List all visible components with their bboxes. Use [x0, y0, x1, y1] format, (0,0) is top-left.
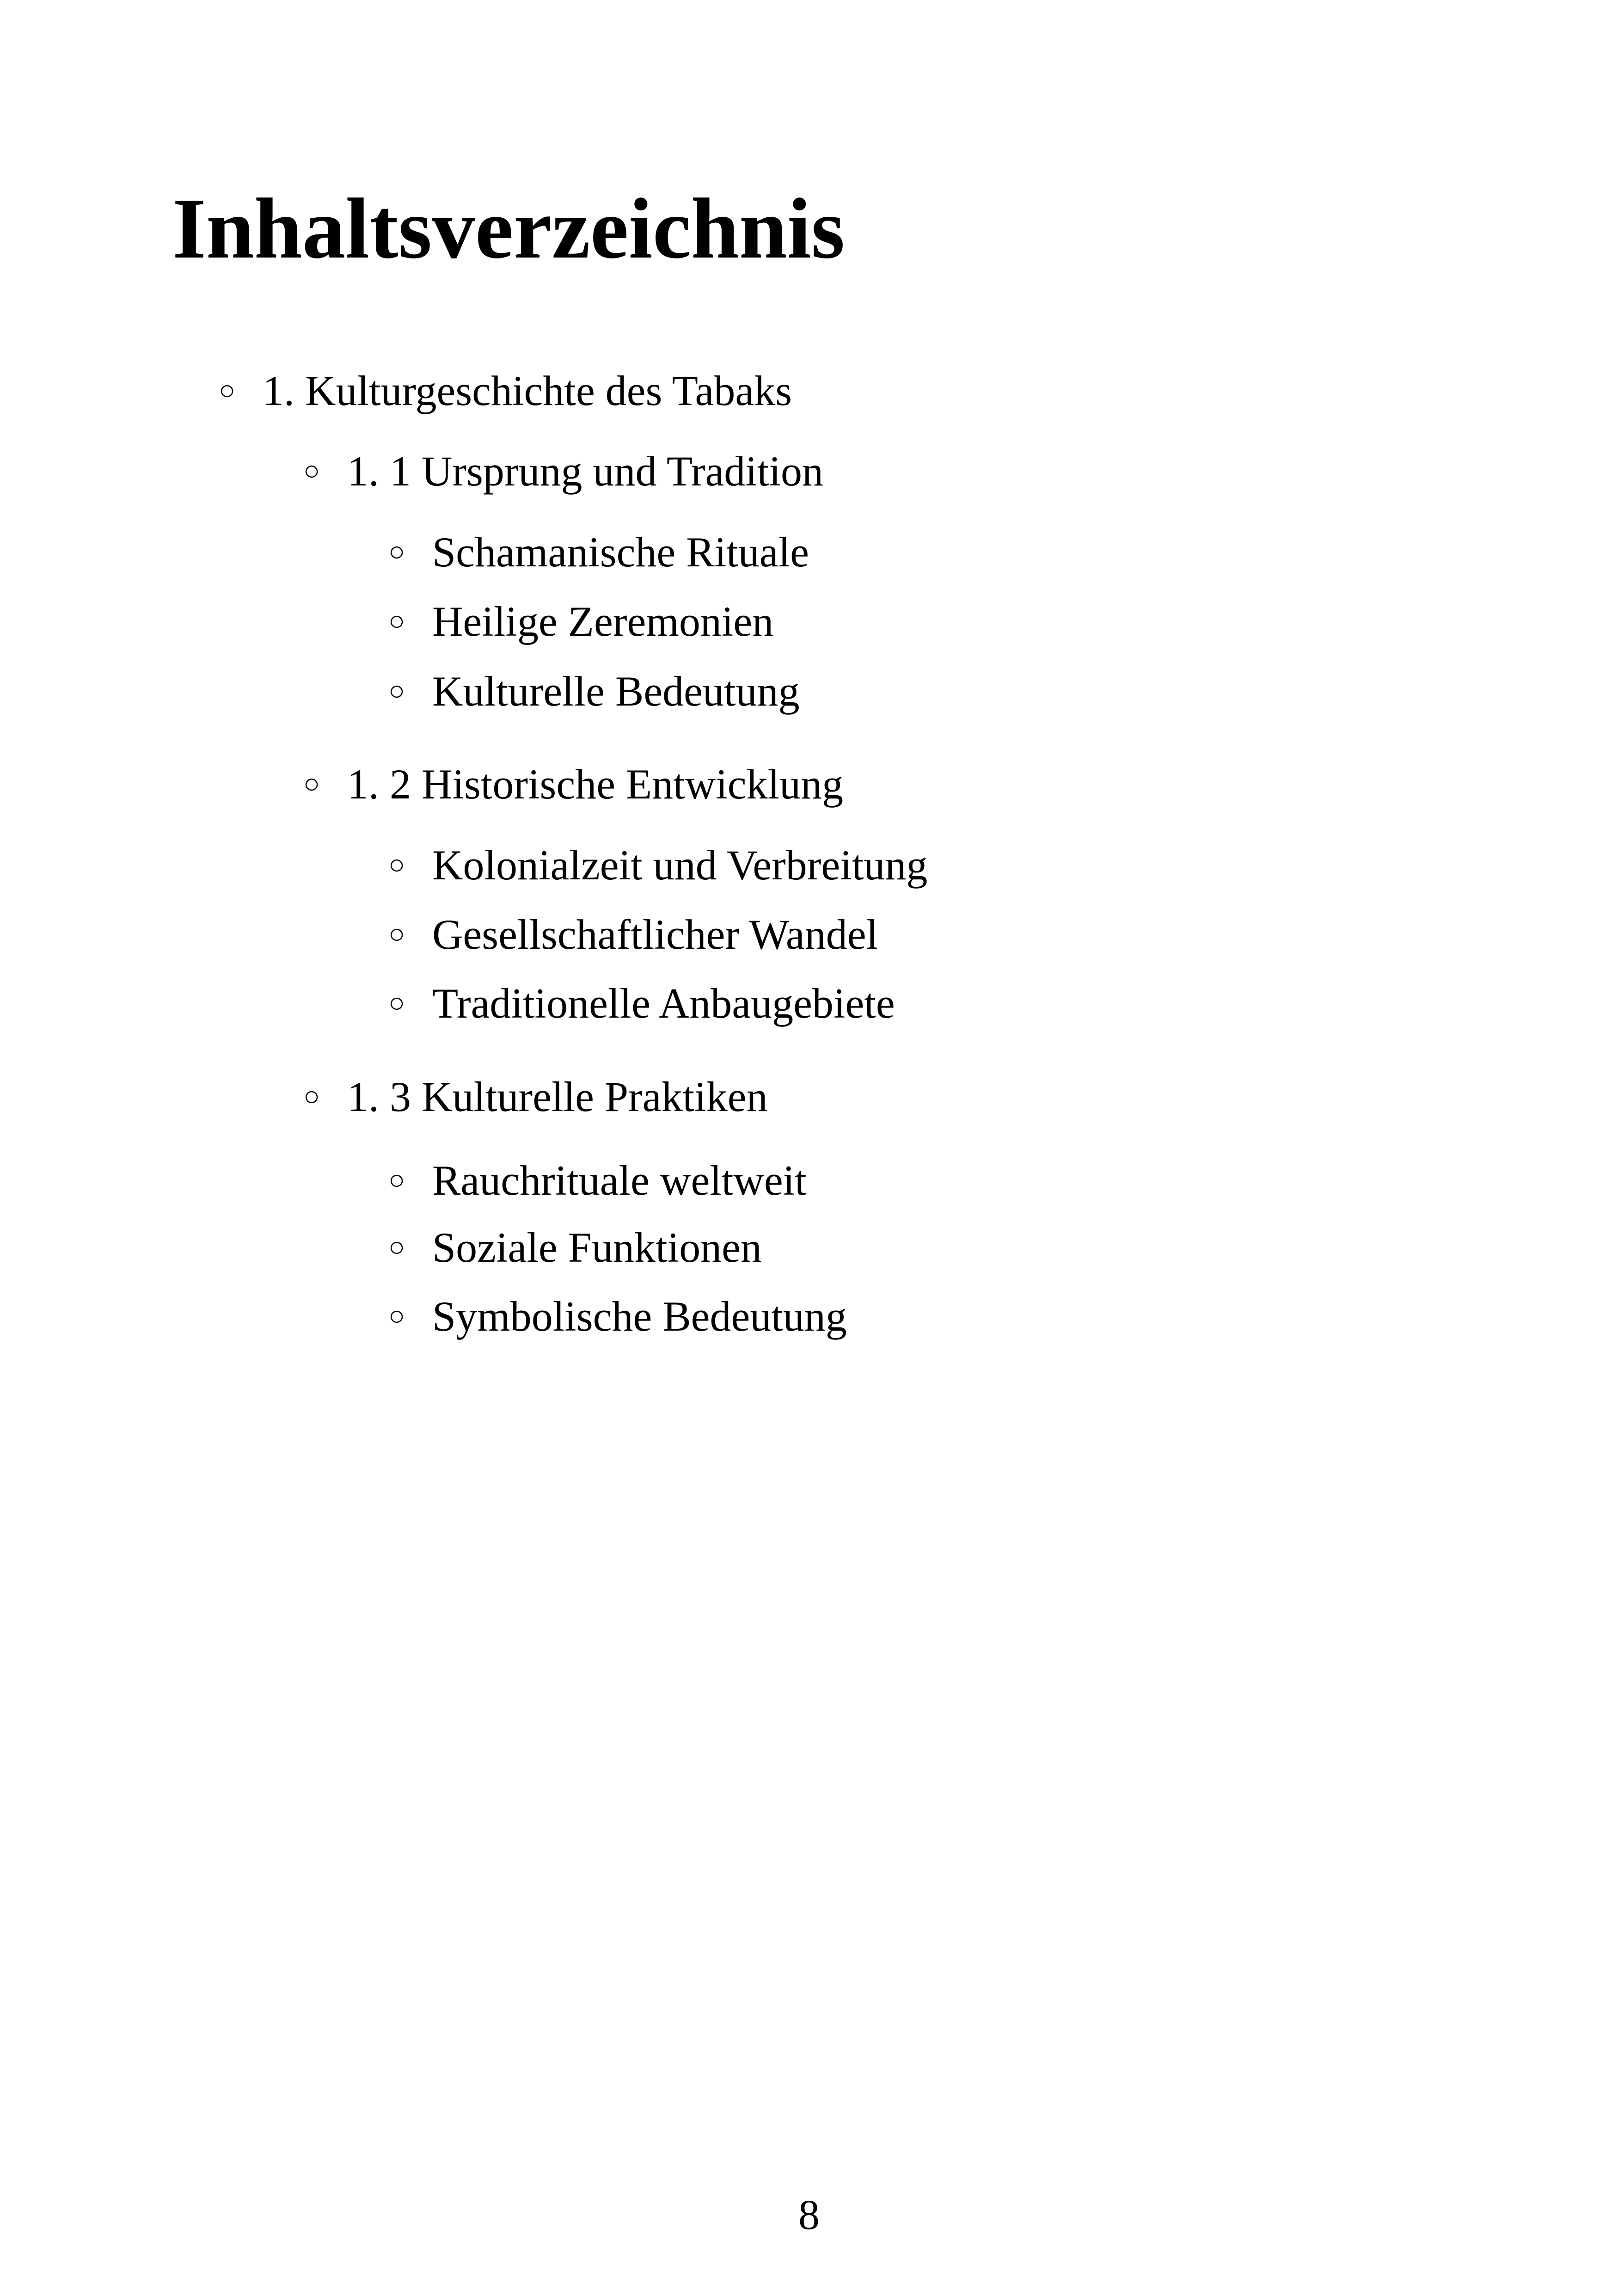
hollow-circle-bullet-icon: ○ [303, 455, 320, 486]
hollow-circle-bullet-icon: ○ [388, 1165, 405, 1195]
toc-item[interactable] [388, 837, 927, 892]
hollow-circle-bullet-icon: ○ [219, 375, 236, 405]
toc-section-1-3[interactable] [303, 1068, 768, 1124]
toc-item[interactable] [388, 906, 878, 962]
toc-item-label: Kulturelle Bedeutung [432, 668, 800, 715]
toc-item[interactable] [388, 1288, 847, 1344]
toc-item-label: Symbolische Bedeutung [432, 1293, 847, 1340]
toc-item-label: Gesellschaftlicher Wandel [432, 911, 878, 958]
toc-section-1-1[interactable] [303, 443, 823, 498]
toc-section-label: 1. 1 Ursprung und Tradition [347, 448, 823, 495]
toc-item-label: Soziale Funktionen [432, 1224, 762, 1271]
toc-item[interactable] [388, 593, 773, 649]
hollow-circle-bullet-icon: ○ [303, 1081, 320, 1111]
hollow-circle-bullet-icon: ○ [388, 1301, 405, 1331]
toc-item[interactable] [388, 1152, 807, 1208]
toc-item-label: Heilige Zeremonien [432, 598, 774, 645]
toc-item[interactable] [388, 663, 800, 718]
hollow-circle-bullet-icon: ○ [388, 919, 405, 949]
toc-section-label: 1. 2 Historische Entwicklung [347, 761, 844, 808]
page-number: 8 [798, 2191, 820, 2238]
toc-item-label: Traditionelle Anbaugebiete [432, 980, 895, 1027]
toc-section-1-2[interactable] [303, 756, 843, 811]
hollow-circle-bullet-icon: ○ [388, 606, 405, 636]
toc-item-label: Rauchrituale weltweit [432, 1157, 807, 1204]
hollow-circle-bullet-icon: ○ [388, 849, 405, 880]
page-title: Inhaltsverzeichnis [172, 181, 845, 276]
hollow-circle-bullet-icon: ○ [388, 988, 405, 1018]
toc-item[interactable] [388, 975, 895, 1031]
toc-chapter-1[interactable] [219, 362, 792, 418]
hollow-circle-bullet-icon: ○ [388, 675, 405, 706]
toc-item[interactable] [388, 524, 809, 579]
hollow-circle-bullet-icon: ○ [388, 536, 405, 567]
hollow-circle-bullet-icon: ○ [388, 1232, 405, 1262]
toc-item-label: Kolonialzeit und Verbreitung [432, 841, 928, 889]
toc-chapter-label: 1. Kulturgeschichte des Tabaks [263, 367, 792, 414]
hollow-circle-bullet-icon: ○ [303, 768, 320, 799]
toc-section-label: 1. 3 Kulturelle Praktiken [347, 1073, 768, 1120]
toc-item[interactable] [388, 1219, 762, 1275]
toc-item-label: Schamanische Rituale [432, 528, 809, 576]
